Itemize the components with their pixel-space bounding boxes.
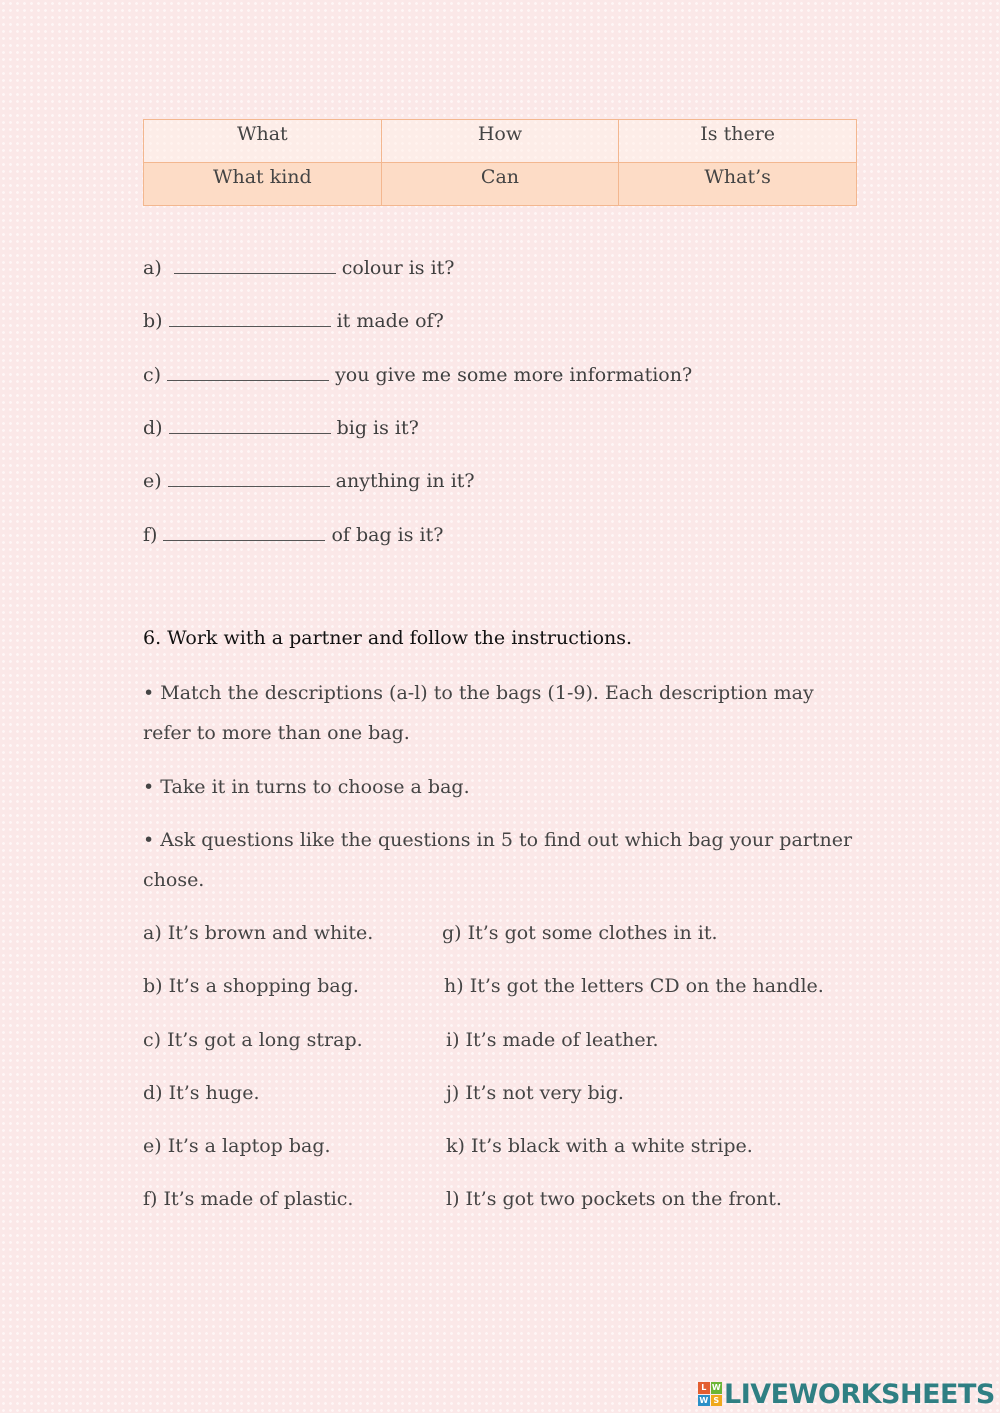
word-box-cell: What kind <box>144 163 382 206</box>
logo-text: LIVEWORKSHEETS <box>724 1378 995 1410</box>
question-label: c) <box>143 364 162 386</box>
description-item: l) It’s got two pockets on the front. <box>446 1188 782 1210</box>
question-label: d) <box>143 417 163 439</box>
answer-blank[interactable] <box>168 485 330 487</box>
description-item: j) It’s not very big. <box>446 1082 624 1104</box>
description-item: e) It’s a laptop bag. <box>143 1135 331 1157</box>
word-box-cell: Is there <box>619 120 857 163</box>
description-item: c) It’s got a long strap. <box>143 1029 363 1051</box>
answer-blank[interactable] <box>169 325 331 327</box>
question-label: f) <box>143 524 158 546</box>
answer-blank[interactable] <box>163 539 325 541</box>
question-label: b) <box>143 310 163 332</box>
question-line <box>143 470 475 492</box>
answer-blank[interactable] <box>167 379 329 381</box>
logo-mark-icon: L W W S <box>699 1383 721 1405</box>
answer-blank[interactable] <box>169 432 331 434</box>
instruction-text: • Take it in turns to choose a bag. <box>143 776 470 798</box>
word-box-row <box>144 163 857 206</box>
question-line <box>143 417 419 439</box>
description-item: f) It’s made of plastic. <box>143 1188 354 1210</box>
answer-blank[interactable] <box>174 272 336 274</box>
description-item: a) It’s brown and white. <box>143 922 374 944</box>
word-box-cell: Can <box>381 163 619 206</box>
question-line <box>143 364 692 386</box>
instruction-text: refer to more than one bag. <box>143 722 410 744</box>
description-item: b) It’s a shopping bag. <box>143 975 359 997</box>
question-text: of bag is it? <box>331 524 444 546</box>
question-line <box>143 310 444 332</box>
word-box-cell: How <box>381 120 619 163</box>
word-box-table <box>143 119 857 206</box>
question-label: a) <box>143 257 162 279</box>
question-text: you give me some more information? <box>335 364 693 386</box>
question-label: e) <box>143 470 162 492</box>
word-box-cell: What’s <box>619 163 857 206</box>
instruction-text: chose. <box>143 869 205 891</box>
description-item: d) It’s huge. <box>143 1082 260 1104</box>
exercise-heading: 6. Work with a partner and follow the instructions. <box>143 627 633 649</box>
description-item: k) It’s black with a white stripe. <box>446 1135 753 1157</box>
instruction-text: • Match the descriptions (a-l) to the bags (1-9). Each description may <box>143 682 814 704</box>
question-text: it made of? <box>336 310 444 332</box>
description-item: i) It’s made of leather. <box>446 1029 659 1051</box>
description-item: h) It’s got the letters CD on the handle. <box>444 975 824 997</box>
question-text: anything in it? <box>335 470 475 492</box>
description-item: g) It’s got some clothes in it. <box>442 922 718 944</box>
question-text: big is it? <box>336 417 419 439</box>
liveworksheets-logo <box>698 1379 995 1409</box>
question-text: colour is it? <box>341 257 455 279</box>
question-line <box>143 257 454 279</box>
word-box-row <box>144 120 857 163</box>
question-line <box>143 524 443 546</box>
word-box-cell: What <box>144 120 382 163</box>
instruction-text: • Ask questions like the questions in 5 to find out which bag your partner <box>143 829 853 851</box>
